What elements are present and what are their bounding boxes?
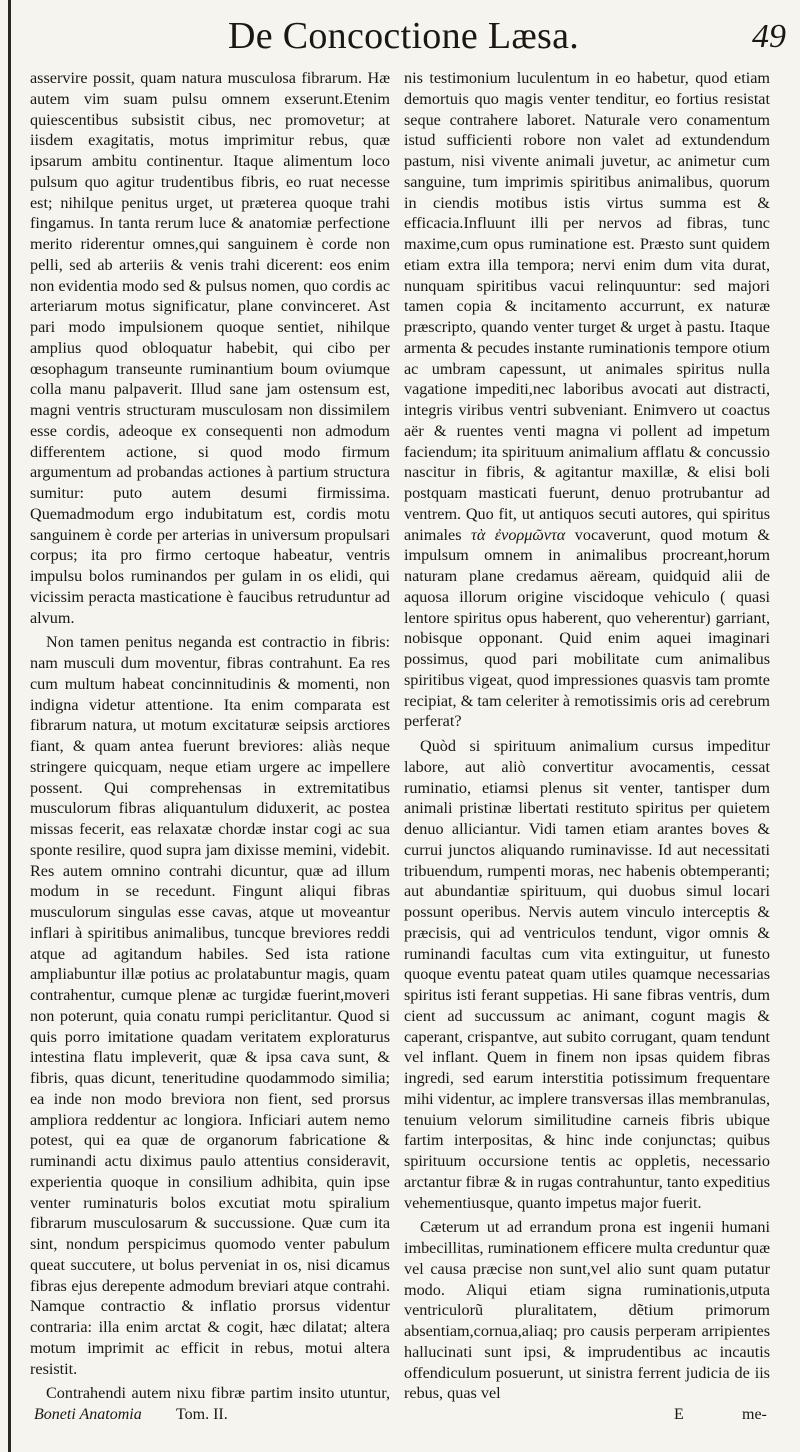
greek-term: τὰ ἐνορμῶντα xyxy=(471,525,566,544)
left-column xyxy=(30,68,390,1404)
paragraph: Contrahendi autem nixu fibræ partim insito utuntur, xyxy=(46,1384,390,1403)
footer-volume: Tom. II. xyxy=(176,1406,228,1423)
paragraph xyxy=(404,68,770,732)
page-footer xyxy=(0,1406,800,1446)
page-gutter-edge xyxy=(8,0,11,1452)
paragraph-text: vocaverunt, quod motum & impulsum omnem in animalibus procreant,horum naturam plane credamus aëream, quidquid alii de aquosa illorum origine viscidoque vehiculo ( quasi lentore spiritus opus haberent, quo veherentur) garriant, nobisque opponant. Quid enim aquei imaginari possimus, quod pari mobilitate cum animalibus spiritibus vigeat, quod impressiones quasvis tam promte recipiat, & tam celeriter à remotissimis oris ad cerebrum perferat? xyxy=(404,525,770,731)
paragraph: Cæterum ut ad errandum prona est ingenii humani imbecillitas, ruminationem efficere multa creduntur quæ vel causa præcise non sunt,vel alio sunt quam putatur modo. Aliqui etiam signa ruminationis,utputa ventriculorũ pluralitatem, dẽtium primorum absentiam,cornua,aliaq; pro causis perperam arripientes hallucinati sunt ipsi, & imprudentibus ac incautis offendiculum posuerunt, ut sinistra ferrent judicia de iis rebus, quas vel xyxy=(404,1218,770,1403)
paragraph: Quòd si spirituum animalium cursus impeditur labore, aut aliò convertitur avocamentis, cessat ruminatio, etiamsi plenus sit venter, tantisper dum animali pristinæ libertati restituto spiritus per quietem denuo alliciantur. Vidi tamen etiam arantes boves & currui junctos aliquando ruminavisse. Id aut necessitati tribuendum, rumpenti moras, nec habenis obtemperanti; aut abundantiæ spirituum, qui duobus simul locari possunt operibus. Nervis autem vinculo interceptis & præcisis, qui ad ventriculos tendunt, vigor omnis & ruminandi facultas cum vita extinguitur, ut funesto quoque eventu pateat quam utiles quamque necessarias spiritus isti ferant suppetias. Hi sane fibras ventris, dum cient ad succussum ac animant, cogunt magis & caperant, crispantve, aut subito corrugant, quam tendunt vel inflant. Quem in finem non ipsas quidem fibras ingredi, sed earum interstitia potissimum frequentare mihi videntur, ac implere transversas illas membranulas, tenuium velorum similitudine carneis fibris ubique fartim interpositas, & hinc inde conjunctas; quibus spirituum occursione tentis ac oppletis, necessario arctantur fibræ & in rugas contrahuntur, tanto expeditius vehementiusque, quanto impetus major fuerit. xyxy=(404,737,770,1212)
page-number: 49 xyxy=(752,18,786,55)
paragraph: Non tamen penitus neganda est contractio in fibris: nam musculi dum moventur, fibras contrahunt. Ea res cum multum habeat concinnitudinis & momenti, non indigna videtur attentione. Ita enim comparata est fibrarum natura, ut motum excitaturæ seipsis arctiores fiant, & quam antea fuerunt breviores: aliàs neque stringere quicquam, neque etiam urgere ac impellere possent. Qui comprehensas in extremitatibus musculorum fibras aliquantulum diduxerit, ac postea missas fecerit, eas relaxatæ chordæ instar cogi ac sua sponte resilire, quod supra jam dixisse memini, videbit. Res autem omnino contrahi dicuntur, quæ ad illum modum in se recedunt. Fingunt aliqui fibras musculorum singulas esse cavas, atque ut moveantur inflari à spiritibus animalibus, tuncque breviores reddi atque ad agitandum habiles. Sed ista ratione ampliabuntur illæ potius ac prolatabuntur magis, quam contrahentur, cumque plenæ ac turgidæ fuerint,moveri non poterunt, quia conatu rumpi periclitantur. Quod si quis porro imitatione quadam veritatem exploraturus intestina flatu impleverit, quæ & ipsa cava sunt, & fibris, quas dicunt, teneritudine quodammodo similia; ea inde non modo breviora non fient, sed prorsus ampliora reddentur ac longiora. Inficiari autem nemo potest, qui ea quæ de organorum fabricatione & ruminandi actu diximus paulo attentius consideravit, experientia quoque in consilium adhibita, quin ipse venter ruminaturis bolos excutiat motu spiralium fibrarum musculosarum & succussione. Quæ cum ita sint, nondum perspicimus quomodo venter pabulum queat succutere, ut bolus perveniat in os, nisi dicamus fibras ejus derepente admodum breviari atque contrahi. Namque contractio & inflatio prorsus videntur contraria: illa enim arctat & cogit, hæc dilatat; altera motum imprimit ac efficit in rebus, motui altera resistit. xyxy=(30,633,390,1378)
running-header xyxy=(0,8,800,66)
signature-mark: E xyxy=(674,1406,684,1423)
right-column xyxy=(404,68,770,1410)
paragraph: asservire possit, quam natura musculosa fibrarum. Hæ autem vim suam pulsu omnem exserunt.Etenim quiescentibus subsistit cibus, nec promovetur; at iisdem exagitatis, motus imprimitur rebus, quæ ipsarum ambitu continentur. Itaque alimentum loco pulsum quo agitur trudentibus fibris, eo ruat necesse est; nihilque penitus urget, ut præterea quoque trahi fingamus. In tanta rerum luce & anatomiæ perfectione merito riderentur omnes,qui sanguinem è corde non pelli, sed ab arteriis & venis trahi dicerent: eos enim non evidentia modo sed & pulsus nomen, quo cordis ac arteriarum motus significatur, plane convinceret. Ast pari modo impulsionem quoque sentiet, nihilque amplius quod obloquatur habebit, qui cibo per œsophagum transeunte ruminantium boum oviumque colla manu palpaverit. Illud sane jam ostensum est, magni ventris structuram musculosam non dissimilem esse cordis, adeoque ex consequenti non admodum differentem actione, si quod modo firmum argumentum ad probandas actiones à partium structura sumitur: puto autem desumi firmissima. Quemadmodum ergo indubitatum est, cordis motu sanguinem è corde per arterias in universum propulsari corpus; ita pro firmo certoque habeatur, ventris impulsu bolos ruminandos per gulam in os elidi, qui vicissim peracta masticatione è faucibus retruduntur ad alvum. xyxy=(30,69,390,627)
running-title: De Concoctione Læsa. xyxy=(228,15,580,57)
paragraph-text: nis testimonium luculentum in eo habetur, quod etiam demortuis quo magis venter tenditur, eo fortius resistat seque contrahere laboret. Naturale vero conamentum istud sufficienti robore non valet ad extundendum pastum, nisi vivente animali juvetur, ac animetur cum sanguine, tum imprimis spiritibus animalibus, quorum in ciendis motibus istis virtus summa est & efficacia.Influunt illi per nervos ad fibras, tunc maxime,cum opus ruminatione est. Præsto sunt quidem etiam extra illa tempora; nervi enim dum vita durat, nunquam spiritibus vacui relinquuntur: sed majori tamen copia & incitamento accurrunt, ex naturæ præscripto, quando venter turget & urget à pastu. Itaque armenta & pecudes instante ruminationis tempore otium ac umbram capessunt, ut animales spiritus nulla vagatione impediti,nec laboribus avocati aut distracti, integris viribus ventri subveniant. Enimvero ut coactus aër & ruentes venti magna vi pollent ad impetum faciendum; ita spirituum animalium afflatu & concussio nascitur in fibris, & agitantur maxillæ, & elisi boli postquam masticati fuerunt, denuo protrubantur ad ventrem. Quo fit, ut antiquos secuti autores, qui spiritus animales xyxy=(404,69,770,544)
footer-author: Boneti Anatomia xyxy=(34,1406,142,1423)
catchword: me- xyxy=(742,1406,767,1423)
